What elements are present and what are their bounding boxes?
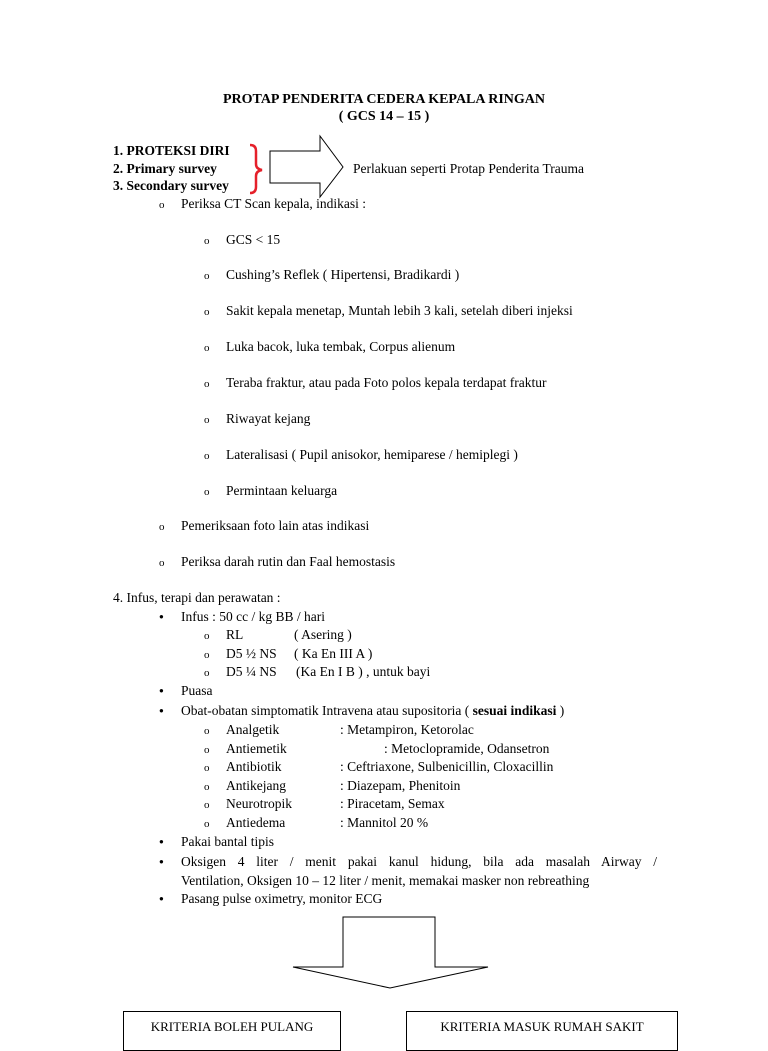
indication-item: o GCS < 15	[226, 231, 280, 249]
right-arrow-icon	[270, 136, 343, 197]
infus-sub-detail: (Ka En I B ) , untuk bayi	[296, 664, 431, 679]
pulse-item: ● Pasang pulse oximetry, monitor ECG	[181, 890, 382, 908]
box-kriteria-boleh-pulang: KRITERIA BOLEH PULANG	[123, 1011, 341, 1051]
drug-detail: : Metoclopramide, Odansetron	[384, 741, 550, 756]
indication-item: o Teraba fraktur, atau pada Foto polos kepala terdapat fraktur	[226, 374, 547, 392]
box-kriteria-masuk-rumah-sakit: KRITERIA MASUK RUMAH SAKIT	[406, 1011, 678, 1051]
indication-item: o Permintaan keluarga	[226, 482, 337, 500]
drug-detail: : Diazepam, Phenitoin	[340, 778, 461, 793]
step-secondary-survey: 3. Secondary survey	[113, 178, 229, 193]
page-title: PROTAP PENDERITA CEDERA KEPALA RINGAN	[222, 92, 546, 107]
drug-name: o Antiedema	[226, 814, 285, 832]
other-exam-item: o Periksa darah rutin dan Faal hemostasis	[181, 553, 395, 571]
infus-sub-name: o RL	[226, 626, 243, 644]
step-primary-survey: 2. Primary survey	[113, 161, 217, 176]
indication-item: o Riwayat kejang	[226, 410, 310, 428]
indication-item: o Sakit kepala menetap, Muntah lebih 3 kali, setelah diberi injeksi	[226, 302, 573, 320]
obat-prefix: Obat-obatan simptomatik Intravena atau supositoria (	[181, 703, 473, 718]
drug-name: o Antiemetik	[226, 740, 287, 758]
drug-name: o Analgetik	[226, 721, 279, 739]
infus-sub-detail: ( Ka En III A )	[294, 646, 373, 661]
section-4-heading: 4. Infus, terapi dan perawatan :	[113, 590, 281, 605]
drug-detail: : Metampiron, Ketorolac	[340, 722, 474, 737]
drug-detail: : Piracetam, Semax	[340, 796, 445, 811]
indication-item: o Cushing’s Reflek ( Hipertensi, Bradikardi )	[226, 266, 459, 284]
infus-sub-detail: ( Asering )	[294, 627, 352, 642]
indication-item: o Lateralisasi ( Pupil anisokor, hemiparese / hemiplegi )	[226, 446, 518, 464]
other-exam-item: o Pemeriksaan foto lain atas indikasi	[181, 517, 369, 535]
drug-name: o Neurotropik	[226, 795, 292, 813]
infus-sub-name: o D5 ¼ NS	[226, 663, 277, 681]
ct-scan-label: o Periksa CT Scan kepala, indikasi :	[181, 195, 366, 213]
arrow-note: Perlakuan seperti Protap Penderita Trauma	[353, 161, 584, 176]
oksigen-item-cont: Ventilation, Oksigen 10 – 12 liter / menit, memakai masker non rebreathing	[181, 873, 590, 888]
indication-item: o Luka bacok, luka tembak, Corpus alienum	[226, 338, 455, 356]
drug-detail: : Ceftriaxone, Sulbenicillin, Cloxacillin	[340, 759, 554, 774]
drug-name: o Antibiotik	[226, 758, 282, 776]
obat-suffix: )	[556, 703, 565, 718]
bantal-item: ● Pakai bantal tipis	[181, 833, 274, 851]
page-subtitle: ( GCS 14 – 15 )	[338, 109, 430, 124]
step-proteksi-diri: 1. PROTEKSI DIRI	[113, 143, 230, 158]
infus-item: ● Infus : 50 cc / kg BB / hari	[181, 608, 325, 626]
drug-name: o Antikejang	[226, 777, 286, 795]
infus-sub-name: o D5 ½ NS	[226, 645, 277, 663]
oksigen-item: ● Oksigen 4 liter / menit pakai kanul hidung, bila ada masalah Airway /	[181, 853, 657, 871]
obat-bold: sesuai indikasi	[472, 703, 557, 718]
down-arrow-icon	[293, 917, 488, 988]
drug-detail: : Mannitol 20 %	[340, 815, 429, 830]
puasa-item: ● Puasa	[181, 682, 213, 700]
red-brace-icon	[250, 145, 262, 193]
obat-item	[181, 702, 564, 720]
